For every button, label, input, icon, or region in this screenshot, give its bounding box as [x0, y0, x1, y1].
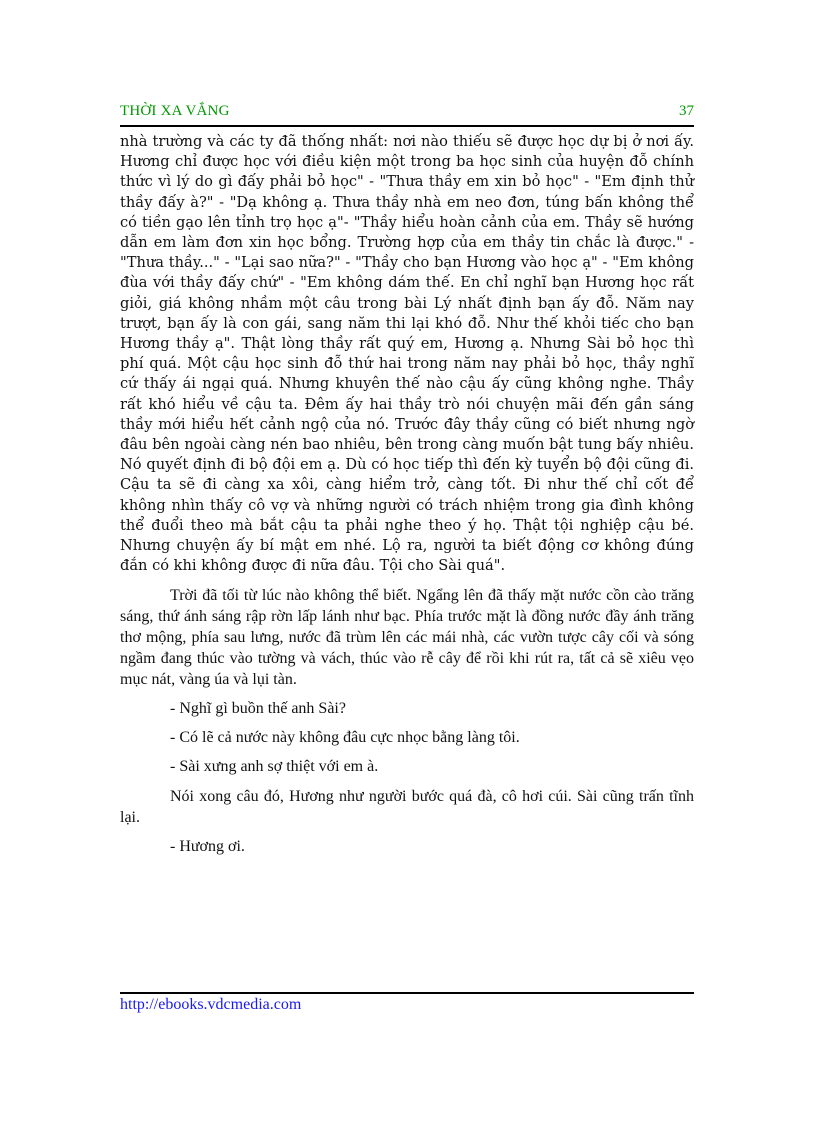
page-number: 37: [679, 103, 694, 119]
paragraph: Nói xong câu đó, Hương như người bước quá đà, cô hơi cúi. Sài cũng trấn tĩnh lại.: [120, 788, 694, 827]
dialog-line: - Sài xưng anh sợ thiệt với em à.: [170, 758, 379, 776]
book-title: THỜI XA VẮNG: [120, 103, 230, 119]
footer-link[interactable]: http://ebooks.vdcmedia.com: [120, 996, 302, 1013]
dialog-line: - Hương ơi.: [170, 838, 245, 856]
paragraph: nhà trường và các ty đã thống nhất: nơi nào thiếu sẽ được học dự bị ở nơi ấy. Hương chỉ được học với điều kiện một trong ba học sinh của huyện đỗ chính thức vì lý do gì đấy phải bỏ học" - "Thưa thầy em xin bỏ học" - "Em định thử thầy đấy à?" - "Dạ không ạ. Thưa thầy nhà em neo đơn, túng bấn không thể có tiền gạo lên tỉnh trọ học ạ"- "Thầy hiểu hoàn cảnh của em. Thầy sẽ hướng dẫn em làm đơn xin học bổng. Trường hợp của em thầy tin chắc là được." - "Thưa thầy..." - "Lại sao nữa?" - "Thầy cho bạn Hương vào học ạ" - "Em không đùa với thầy đấy chứ" - "Em không dám thế. En chỉ nghĩ bạn Hương học rất giỏi, giá không nhầm một câu trong bài Lý nhất định bạn ấy đỗ. Năm nay trượt, bạn ấy là con gái, sang năm thi lại khó đỗ. Như thế khỏi tiếc cho bạn Hương thầy ạ". Thật lòng thầy rất quý em, Hương ạ. Nhưng Sài bỏ học thì phí quá. Một cậu học sinh đỗ thứ hai trong năm nay phải bỏ học, thầy nghĩ cứ thấy ái ngại quá. Nhưng khuyên thế nào cậu ấy cũng không nghe. Thầy rất khó hiểu về cậu ta. Đêm ấy hai thầy trò nói chuyện mãi đến gần sáng thầy mới hiểu hết cảnh ngộ của nó. Trước đây thầy cũng có biết nhưng ngờ đâu bên ngoài càng nén bao nhiêu, bên trong càng muốn bật tung bấy nhiêu. Nó quyết định đi bộ đội em ạ. Dù có học tiếp thì đến kỳ tuyển bộ đội cũng đi. Cậu ta sẽ đi càng xa xôi, càng hiểm trở, càng tốt. Đi như thế chỉ cốt để không nhìn thấy cô vợ và những người có trách nhiệm trong gia đình không thể đuổi theo mà bắt cậu ta phải nghe theo ý họ. Thật tội nghiệp cậu bé. Nhưng chuyện ấy bí mật em nhé. Lộ ra, người ta biết động cơ không đúng đắn có khi không được đi nữa đâu. Tội cho Sài quá".: [120, 133, 694, 575]
dialog-line: - Nghĩ gì buồn thế anh Sài?: [170, 700, 346, 718]
page-body: [120, 132, 694, 857]
paragraph: Trời đã tối từ lúc nào không thể biết. Ngẩng lên đã thấy mặt nước cồn cào trăng sáng, thứ ánh sáng rập rờn lấp lánh như bạc. Phía trước mặt là đồng nước đầy ánh trăng thơ mộng, phía sau lưng, nước đã trùm lên các mái nhà, các vườn tược cây cối và sóng ngầm đang thúc vào tường và vách, thúc vào rễ cây để rồi khi rút ra, tất cả sẽ xiêu vẹo mục nát, vàng úa và lụi tàn.: [120, 587, 694, 689]
page-header: [120, 103, 694, 127]
dialog-line: - Có lẽ cả nước này không đâu cực nhọc bằng làng tôi.: [170, 729, 520, 747]
footer-divider: [120, 992, 694, 994]
